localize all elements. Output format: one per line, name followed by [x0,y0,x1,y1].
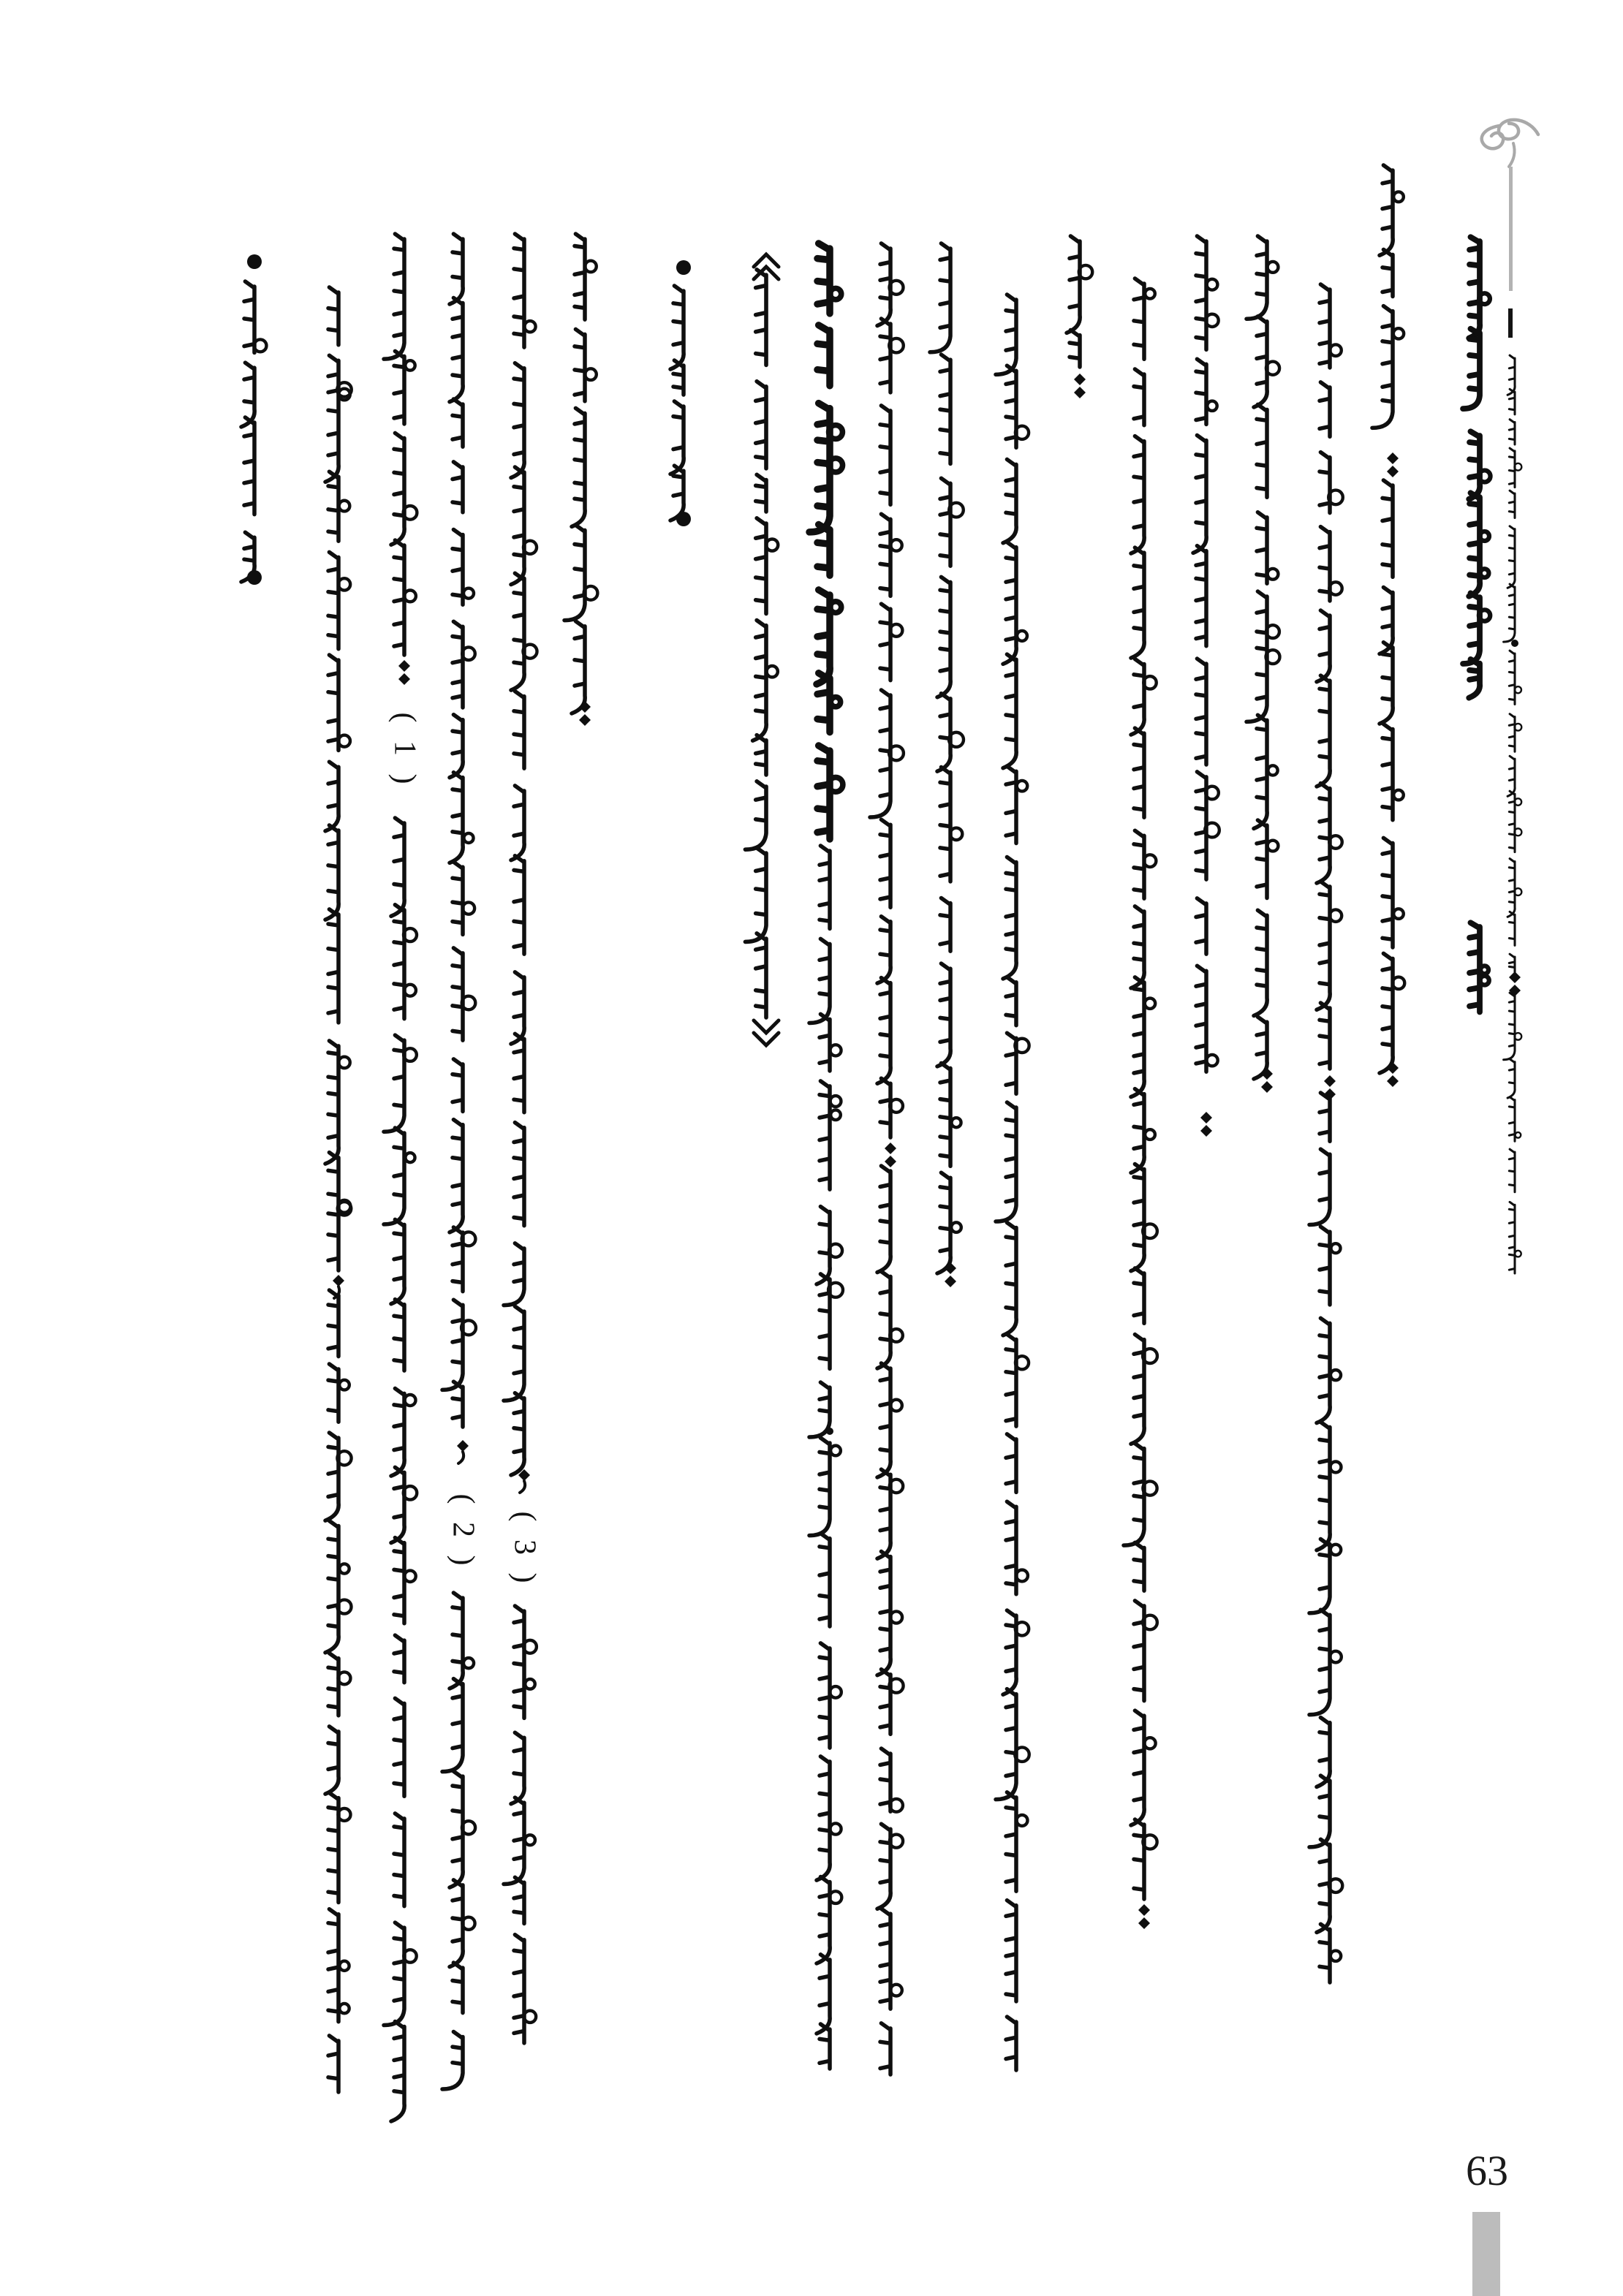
body-column [1246,236,1279,1093]
list-item-number: ( 1 ) [387,712,422,789]
body-column [1067,236,1092,398]
quote-column [745,254,779,1045]
script-text [809,846,843,1437]
script-text [1193,236,1219,1072]
emphasized-script-text [756,270,766,512]
list-item-number: ( 3 ) [507,1511,542,1588]
script-text [1246,236,1279,1079]
script-text [325,1290,352,2092]
body-column [1372,165,1404,1087]
section-heading-column [670,260,691,526]
mid-dot-mark [826,1428,833,1435]
full-stop-mark [398,660,410,685]
script-text [996,295,1029,2070]
script-text [1372,165,1404,428]
script-text [1124,279,1157,1899]
body-column [504,234,537,2043]
body-column [930,243,964,1287]
emphasized-script-text [745,781,766,1018]
body-column [384,234,417,2121]
body-column [564,234,597,726]
script-text [564,234,597,713]
script-text [877,1166,904,2075]
header-subtitle-column [1504,355,1522,1273]
footer-bar [1472,2212,1500,2296]
body-column [1309,284,1343,1982]
emphasized-script-text [753,518,779,775]
quote-close-mark [754,1020,779,1045]
script-text [384,234,417,655]
section-bullet [676,260,691,275]
script-text [504,234,537,1475]
section-heading-column [241,254,266,585]
body-column [996,295,1029,2070]
script-text [384,818,417,2121]
script-text [670,286,684,395]
script-text [870,243,904,1137]
script-text [1309,1093,1342,1982]
full-stop-mark [1200,1112,1212,1137]
body-column [870,243,904,2075]
full-stop-mark [1387,452,1399,477]
body-column [442,234,476,2089]
full-stop-mark [1138,1904,1150,1929]
list-item-2-label [441,1491,485,1573]
list-item-3-label [502,1513,546,1586]
script-text [1380,480,1404,1073]
full-stop-mark [579,701,591,726]
body-column [1193,236,1219,1137]
full-stop-mark [1074,374,1086,398]
mid-dot-mark [1511,640,1518,647]
script-text [442,234,476,1427]
section-bullet [676,512,691,526]
script-text [1317,284,1343,1069]
body-column [1124,279,1157,1929]
section-bullet [247,254,262,269]
list-item-number: ( 2 ) [446,1493,480,1571]
comma-mark [457,1440,469,1463]
bold-script-text [809,243,843,839]
page-number: 63 [1466,2147,1508,2194]
body-column [809,243,843,2069]
script-text [930,243,964,1273]
script-text [241,417,254,582]
script-text [241,281,266,427]
script-text [670,401,684,520]
comma-mark [518,1469,530,1493]
bold-script-text [1469,922,1489,1012]
section-bullet [247,570,262,585]
script-text [325,287,352,1270]
script-text [504,1606,537,2043]
script-text [442,1593,475,2089]
list-item-1-label [382,703,426,798]
header-title-column [1463,237,1491,1012]
script-text [809,1438,841,2069]
script-text [1504,355,1522,642]
script-text [1504,993,1522,1273]
bold-script-text [1463,431,1491,697]
body-column [325,287,352,2092]
script-text [1507,651,1521,972]
script-text [1067,236,1092,367]
full-stop-mark [885,1143,896,1167]
bold-script-text [1463,237,1490,409]
